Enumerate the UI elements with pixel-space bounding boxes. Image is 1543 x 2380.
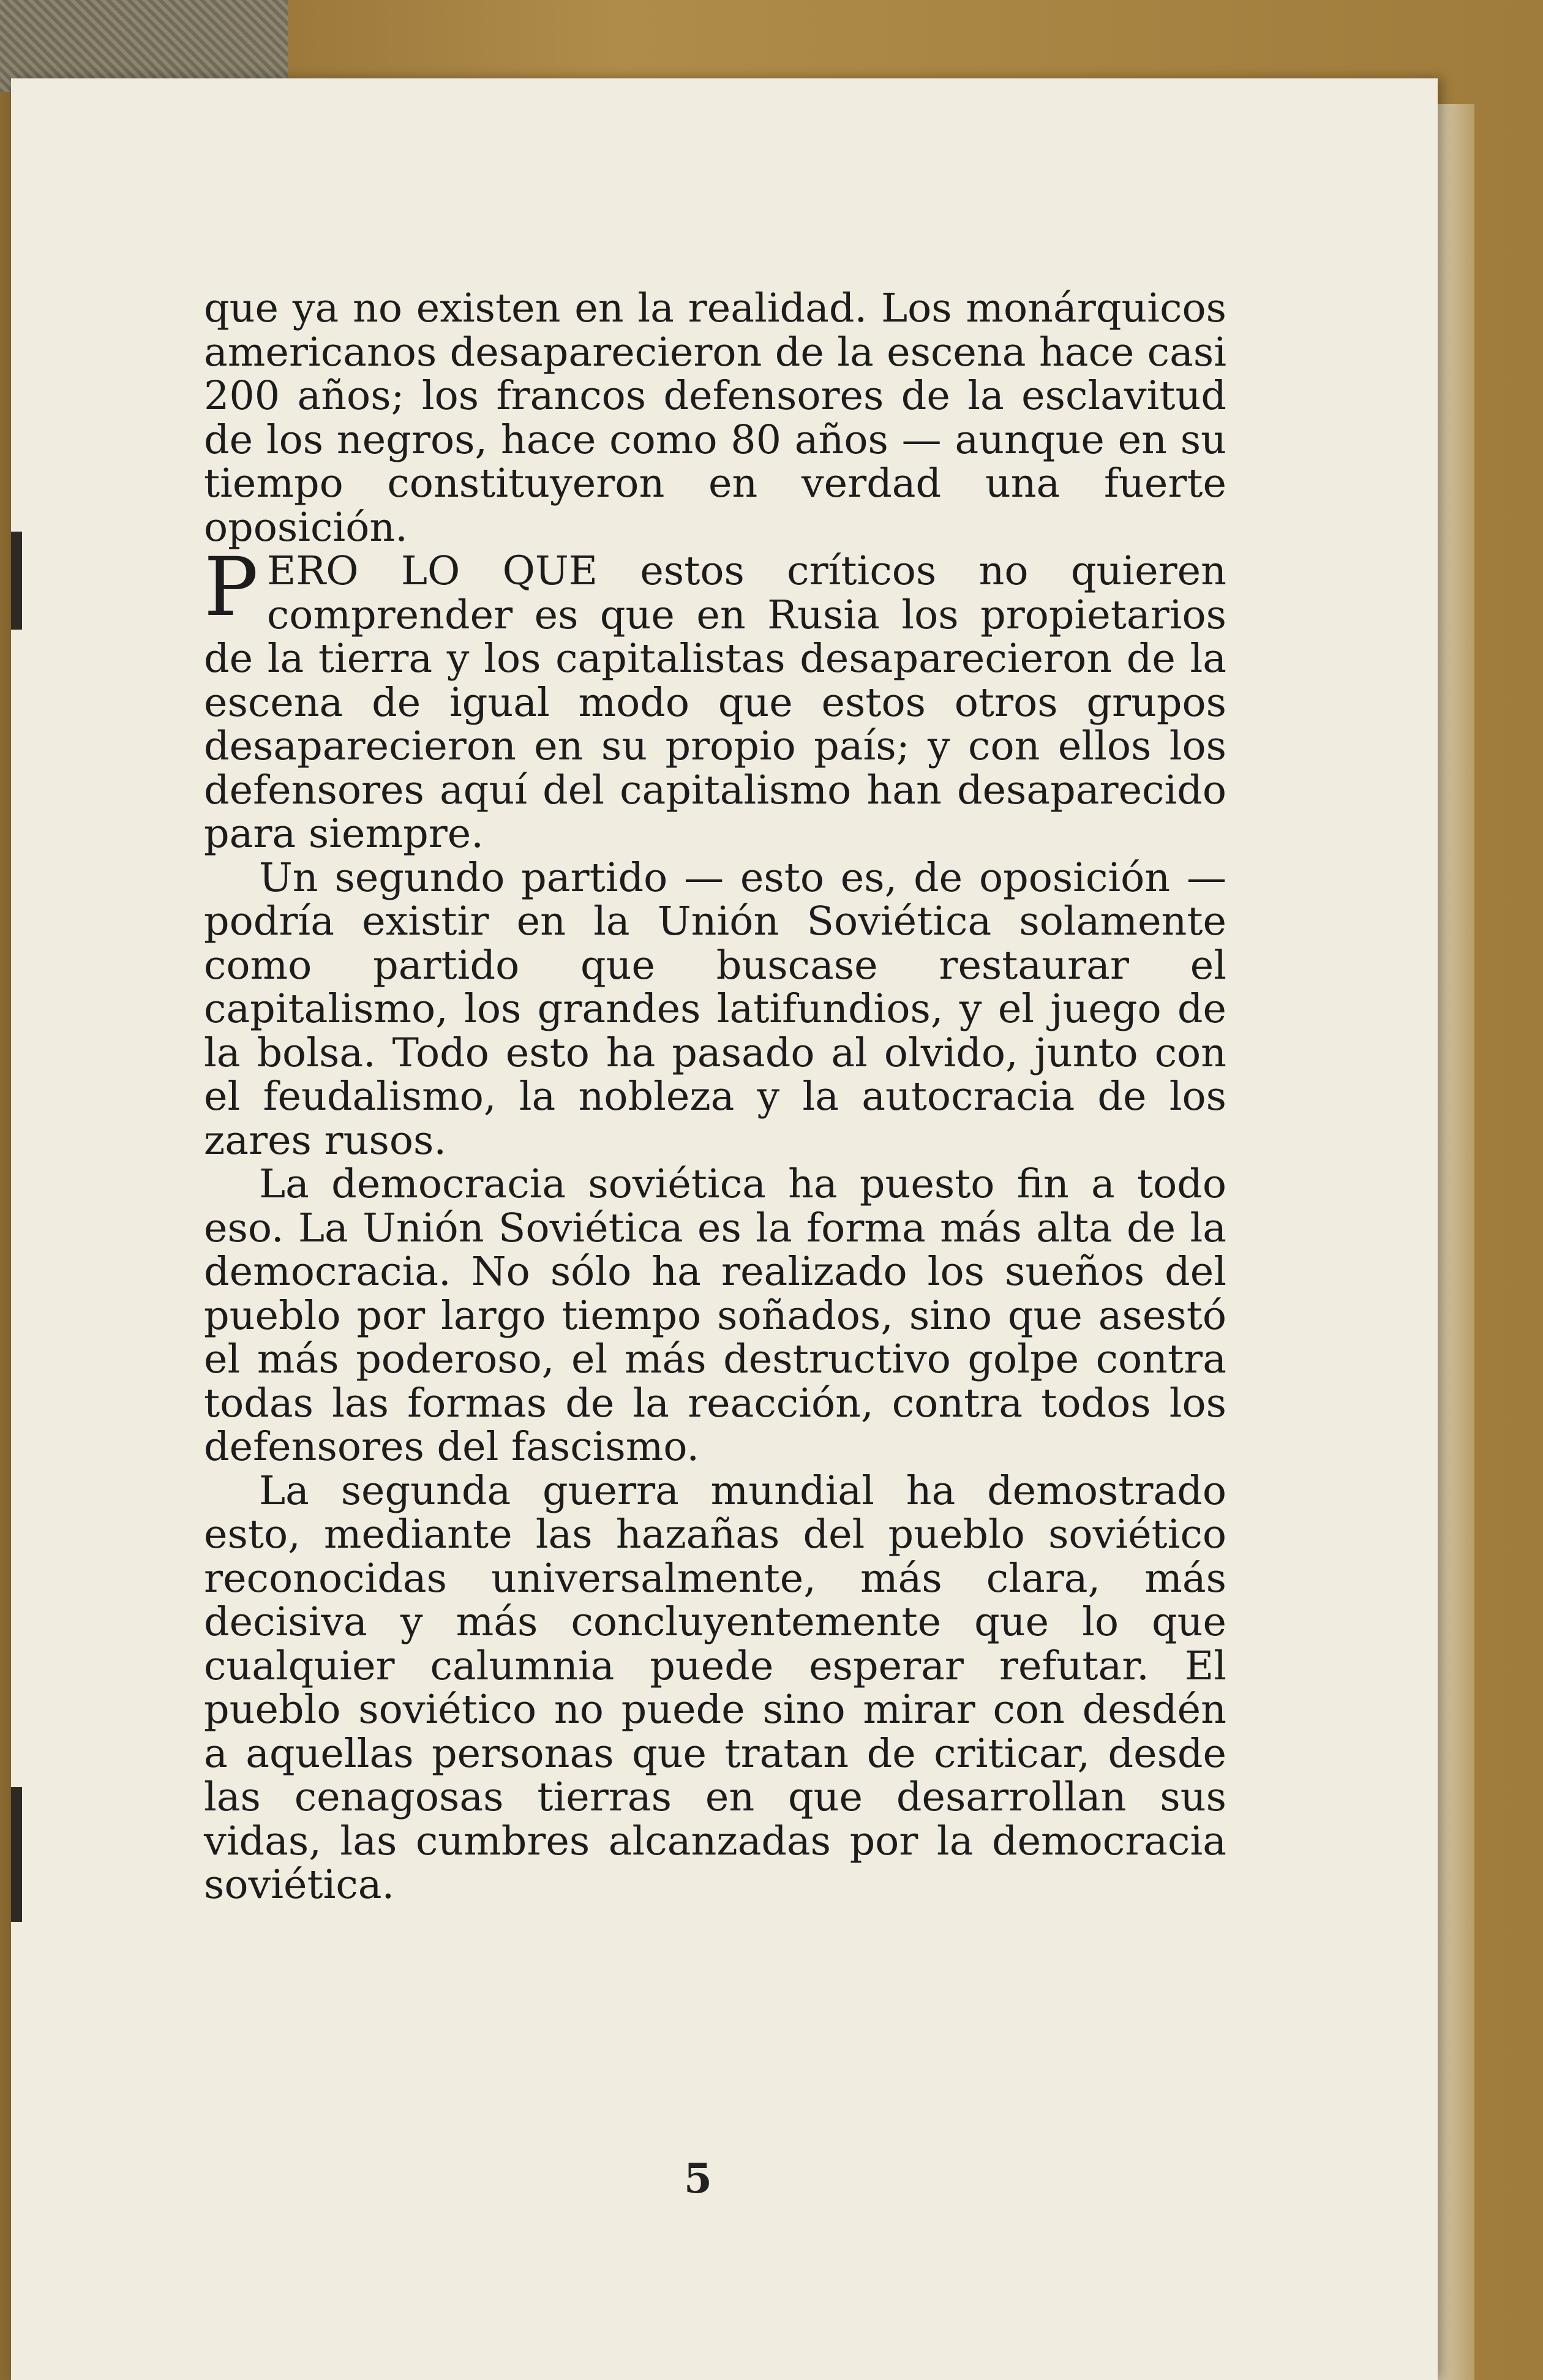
binding-mark: [11, 532, 22, 630]
page-stack-edge: [1438, 104, 1474, 2380]
paragraph-5: La segunda guerra mundial ha demostrado esto, mediante las hazañas del pueblo soviético reconocidas universalmente, más clara, más decisiva y más concluyentemente que lo que cualquier calumnia puede esperar refutar. El pueblo soviético no puede sino mirar con desdén a aquellas personas que tratan de criticar, desde las cenagosas tierras en que desarrollan sus vidas, las cumbres alcanzadas por la democracia soviética.: [204, 1467, 1226, 1908]
binding-mark: [11, 1787, 22, 1922]
paragraph-1: que ya no existen en la realidad. Los monárquicos americanos desaparecieron de la escena hace casi 200 años; los francos defensores de la esclavitud de los negros, hace como 80 años — aunque en su tiempo constituyeron en verdad una fuerte oposición.: [204, 285, 1226, 551]
paragraph-2: [204, 540, 1226, 857]
paragraph-2-text: ERO LO QUE estos críticos no quieren comprender es que en Rusia los propietarios de la tierra y los capitalistas desaparecieron de la escena de igual modo que estos otros grupos desaparecieron en su propio país; y con ellos los defensores aquí del capitalismo han desaparecido para siempre.: [204, 548, 1226, 857]
drop-cap: P: [204, 540, 258, 635]
paragraph-3: Un segundo partido — esto es, de oposición — podría existir en la Unión Soviética solamente como partido que buscase restaurar el capitalismo, los grandes latifundios, y el juego de la bolsa. Todo esto ha pasado al olvido, junto con el feudalismo, la nobleza y la autocracia de los zares rusos.: [204, 854, 1226, 1164]
body-text: [204, 287, 1226, 1907]
page-number: 5: [684, 2155, 712, 2202]
paragraph-4: La democracia soviética ha puesto fin a todo eso. La Unión Soviética es la forma más alta de la democracia. No sólo ha realizado los sueños del pueblo por largo tiempo soñados, sino que asestó el más poderoso, el más destructivo golpe contra todas las formas de la reacción, contra todos los defensores del fascismo.: [204, 1161, 1226, 1470]
